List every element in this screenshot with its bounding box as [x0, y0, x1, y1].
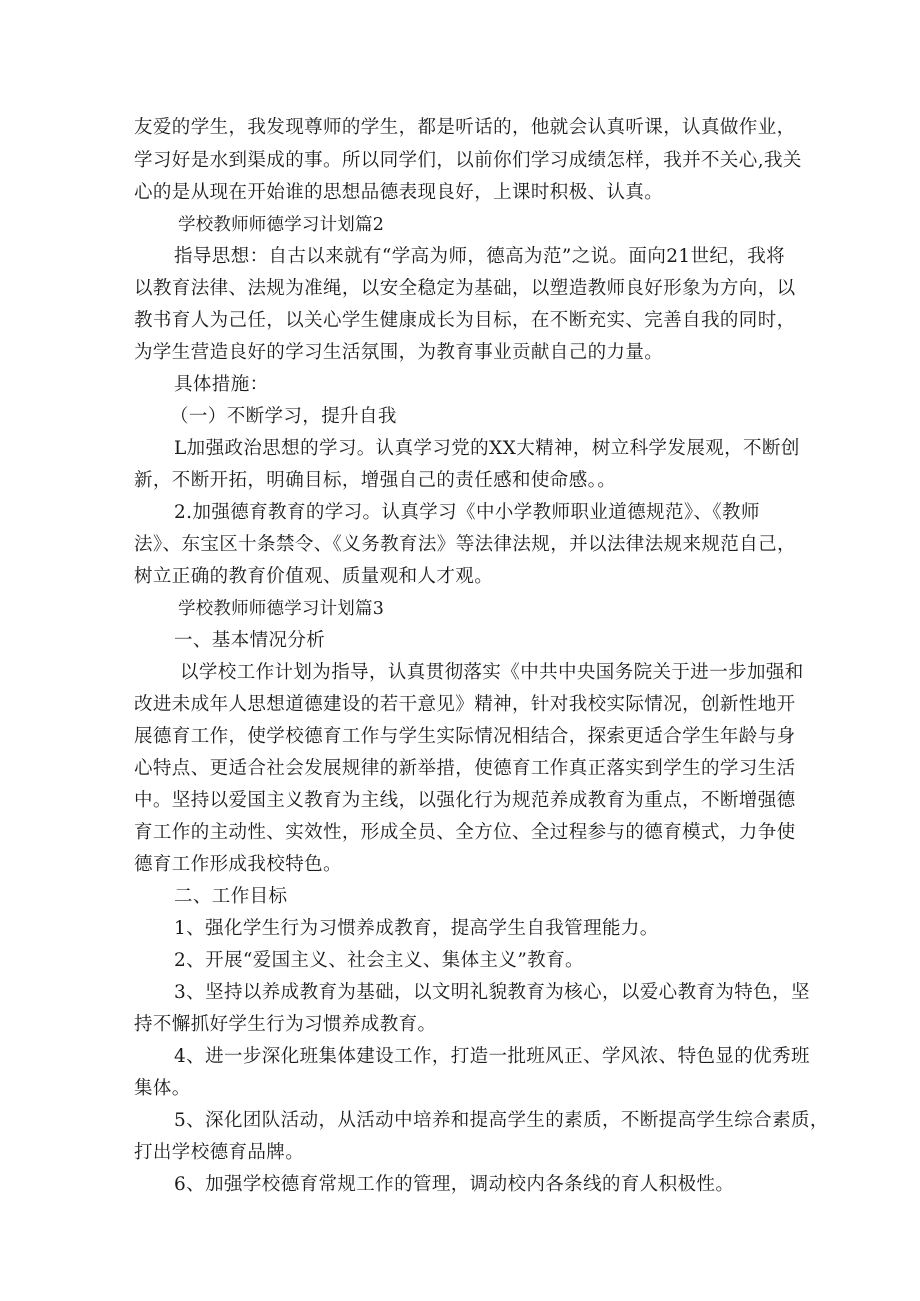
- text-line: 改进未成年人思想道德建设的若干意见》精神，针对我校实际情况，创新性地开: [134, 694, 796, 715]
- text-line: 树立正确的教育价值观、质量观和人才观。: [134, 566, 494, 587]
- text-line: 二、工作目标: [174, 886, 288, 907]
- list-item: 2、开展“爱国主义、社会主义、集体主义”教育。: [174, 950, 584, 971]
- text-line: （一）不断学习，提升自我: [170, 406, 397, 427]
- text-line: 一、基本情况分析: [174, 630, 326, 651]
- text-line: 持不懈抓好学生行为习惯养成教育。: [134, 1014, 437, 1035]
- list-item: 1、强化学生行为习惯养成教育，提高学生自我管理能力。: [174, 918, 659, 939]
- text-line: 以教育法律、法规为准绳，以安全稳定为基础，以塑造教师良好形象为方向，以: [134, 278, 796, 299]
- text-line: 展德育工作，使学校德育工作与学生实际情况相结合，探索更适合学生年龄与身: [134, 726, 796, 747]
- text-line: 育工作的主动性、实效性，形成全员、全方位、全过程参与的德育模式，力争使: [134, 822, 796, 843]
- text-line: 学习好是水到渠成的事。所以同学们，以前你们学习成绩怎样，我并不关心,我关: [134, 150, 802, 171]
- text-line: 心特点、更适合社会发展规律的新举措，使德育工作真正落实到学生的学习生活: [134, 758, 796, 779]
- text-line: 以学校工作计划为指导，认真贯彻落实《中共中央国务院关于进一步加强和: [180, 662, 804, 683]
- text-line: 教书育人为己任，以关心学生健康成长为目标，在不断充实、完善自我的同时，: [134, 310, 796, 331]
- list-item: 3、坚持以养成教育为基础，以文明礼貌教育为核心，以爱心教育为特色，坚: [174, 982, 810, 1003]
- text-line: 2.加强德育教育的学习。认真学习《中小学教师职业道德规范》、《教师: [174, 502, 760, 523]
- text-line: 为学生营造良好的学习生活氛围，为教育事业贡献自己的力量。: [134, 342, 664, 363]
- text-line: 德育工作形成我校特色。: [134, 854, 342, 875]
- text-line: 指导思想：自古以来就有“学高为师，德高为范”之说。面向21世纪，我将: [174, 246, 786, 267]
- text-line: 打出学校德育品牌。: [134, 1142, 305, 1163]
- text-line: 心的是从现在开始谁的思想品德表现良好，上课时积极、认真。: [134, 182, 664, 203]
- list-item: 4、进一步深化班集体建设工作，打造一批班风正、学风浓、特色显的优秀班: [174, 1046, 810, 1067]
- list-item: 5、深化团队活动，从活动中培养和提高学生的素质，不断提高学生综合素质，: [174, 1110, 829, 1131]
- section-heading: 学校教师师德学习计划篇3: [178, 599, 385, 619]
- text-line: 友爱的学生，我发现尊师的学生，都是听话的，他就会认真听课，认真做作业，: [134, 117, 796, 138]
- text-line: 具体措施：: [174, 374, 269, 395]
- text-line: 集体。: [134, 1078, 191, 1099]
- section-heading: 学校教师师德学习计划篇2: [178, 215, 385, 235]
- text-line: 法》、东宝区十条禁令、《义务教育法》等法律法规，并以法律法规来规范自己，: [134, 534, 796, 555]
- text-line: 新，不断开拓，明确目标，增强自己的责任感和使命感。。: [134, 470, 617, 491]
- text-line: 中。坚持以爱国主义教育为主线，以强化行为规范养成教育为重点，不断增强德: [134, 790, 796, 811]
- text-line: L加强政治思想的学习。认真学习党的XX大精神，树立科学发展观，不断创: [174, 438, 800, 459]
- list-item: 6、加强学校德育常规工作的管理，调动校内各条线的育人积极性。: [174, 1174, 735, 1195]
